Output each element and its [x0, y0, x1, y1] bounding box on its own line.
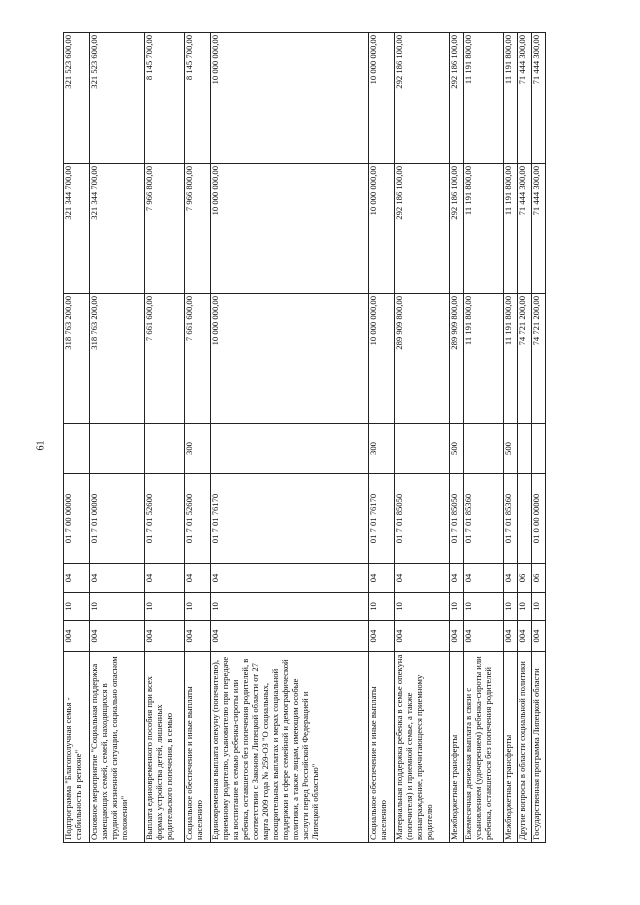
item-name-cell: Выплата единовременного пособия при всех формах устройства детей, лишенных родительского попечения, в семью	[145, 652, 185, 843]
subsection-code-cell: 06	[518, 564, 532, 593]
table-row	[90, 33, 145, 843]
sum-year-2-cell: 321 344 700,00	[64, 164, 90, 294]
target-article-cell: 01 7 00 00000	[64, 474, 90, 564]
target-article-cell: 01 7 01 76170	[211, 474, 369, 564]
expense-type-cell	[464, 424, 504, 474]
item-name-cell: Подпрограмма "Благополучная семья - стабильность в регионе"	[64, 652, 90, 843]
section-code-cell: 10	[90, 593, 145, 621]
target-article-cell: 01 7 01 52600	[185, 474, 211, 564]
ministry-code-cell: 004	[450, 621, 464, 652]
expense-type-cell: 500	[504, 424, 518, 474]
section-code-cell: 10	[369, 593, 395, 621]
sum-year-2-cell: 292 186 100,00	[450, 164, 464, 294]
section-code-cell: 10	[185, 593, 211, 621]
expense-type-cell	[90, 424, 145, 474]
expense-type-cell	[64, 424, 90, 474]
ministry-code-cell: 004	[211, 621, 369, 652]
sum-year-1-cell: 318 763 200,00	[90, 294, 145, 424]
section-code-cell: 10	[450, 593, 464, 621]
sum-year-1-cell: 11 191 800,00	[464, 294, 504, 424]
section-code-cell: 10	[211, 593, 369, 621]
target-article-cell: 01 7 01 00000	[90, 474, 145, 564]
table-row	[369, 33, 395, 843]
item-name-cell: Ежемесячная денежная выплата в связи с усыновлением (удочерением) ребенка-сироты или ребенка, оставшегося без попечения родителей	[464, 652, 504, 843]
budget-table-body	[64, 33, 546, 843]
sum-year-3-cell: 11 191 800,00	[464, 33, 504, 164]
section-code-cell: 10	[532, 593, 546, 621]
sum-year-2-cell: 71 444 300,00	[518, 164, 532, 294]
sum-year-3-cell: 292 186 100,00	[395, 33, 450, 164]
table-row	[64, 33, 90, 843]
sum-year-2-cell: 292 186 100,00	[395, 164, 450, 294]
sum-year-1-cell: 10 000 000,00	[369, 294, 395, 424]
sum-year-3-cell: 71 444 300,00	[532, 33, 546, 164]
target-article-cell: 01 7 01 85360	[464, 474, 504, 564]
subsection-code-cell: 06	[532, 564, 546, 593]
item-name-cell: Социальное обеспечение и иные выплаты населению	[369, 652, 395, 843]
subsection-code-cell: 04	[464, 564, 504, 593]
subsection-code-cell: 04	[90, 564, 145, 593]
page-number: 61	[35, 440, 47, 451]
sum-year-1-cell: 11 191 800,00	[504, 294, 518, 424]
table-row	[450, 33, 464, 843]
sum-year-3-cell: 321 523 600,00	[64, 33, 90, 164]
sum-year-3-cell: 292 186 100,00	[450, 33, 464, 164]
ministry-code-cell: 004	[185, 621, 211, 652]
section-code-cell: 10	[464, 593, 504, 621]
sum-year-3-cell: 8 145 700,00	[145, 33, 185, 164]
sum-year-2-cell: 11 191 800,00	[464, 164, 504, 294]
target-article-cell: 01 7 01 85360	[504, 474, 518, 564]
subsection-code-cell: 04	[504, 564, 518, 593]
ministry-code-cell: 004	[369, 621, 395, 652]
target-article-cell	[518, 474, 532, 564]
sum-year-2-cell: 321 344 700,00	[90, 164, 145, 294]
subsection-code-cell: 04	[369, 564, 395, 593]
ministry-code-cell: 004	[64, 621, 90, 652]
sum-year-3-cell: 11 191 800,00	[504, 33, 518, 164]
item-name-cell: Межбюджетные трансферты	[504, 652, 518, 843]
ministry-code-cell: 004	[518, 621, 532, 652]
rotated-page-content	[63, 33, 546, 843]
expense-type-cell	[211, 424, 369, 474]
ministry-code-cell: 004	[145, 621, 185, 652]
expense-type-cell	[532, 424, 546, 474]
expense-type-cell: 300	[185, 424, 211, 474]
item-name-cell: Другие вопросы в области социальной политики	[518, 652, 532, 843]
ministry-code-cell: 004	[532, 621, 546, 652]
sum-year-1-cell: 10 000 000,00	[211, 294, 369, 424]
sum-year-2-cell: 7 966 800,00	[185, 164, 211, 294]
sum-year-2-cell: 10 000 000,00	[211, 164, 369, 294]
item-name-cell: Межбюджетные трансферты	[450, 652, 464, 843]
ministry-code-cell: 004	[504, 621, 518, 652]
table-row	[464, 33, 504, 843]
table-row	[532, 33, 546, 843]
item-name-cell: Социальное обеспечение и иные выплаты населению	[185, 652, 211, 843]
sum-year-2-cell: 11 191 800,00	[504, 164, 518, 294]
subsection-code-cell: 04	[64, 564, 90, 593]
sum-year-3-cell: 71 444 300,00	[518, 33, 532, 164]
subsection-code-cell: 04	[450, 564, 464, 593]
sum-year-3-cell: 10 000 000,00	[211, 33, 369, 164]
item-name-cell: Единовременная выплата опекуну (попечителю), приемному родителю, усыновителю при передаче на воспитание в семью ребенка-сироты или ребенка, оставшегося без попечения родителей, в соответствии с Законом Липецкой области от 27 марта 2009 года № 259-ОЗ "О социальных, поощрительных выплатах и мерах социальной поддержки в сфере семейной и демографической политики, а также лицам, имеющим особые заслуги перед Российской Федерацией и Липецкой областью"	[211, 652, 369, 843]
sum-year-3-cell: 321 523 600,00	[90, 33, 145, 164]
sum-year-3-cell: 10 000 000,00	[369, 33, 395, 164]
subsection-code-cell: 04	[395, 564, 450, 593]
item-name-cell: Государственная программа Липецкой области	[532, 652, 546, 843]
table-row	[211, 33, 369, 843]
table-row	[185, 33, 211, 843]
target-article-cell: 01 7 01 52600	[145, 474, 185, 564]
target-article-cell: 01 7 01 85050	[395, 474, 450, 564]
sum-year-1-cell: 318 763 200,00	[64, 294, 90, 424]
expense-type-cell: 500	[450, 424, 464, 474]
table-row	[145, 33, 185, 843]
table-row	[504, 33, 518, 843]
sum-year-1-cell: 289 909 800,00	[395, 294, 450, 424]
sum-year-1-cell: 7 661 600,00	[185, 294, 211, 424]
sum-year-1-cell: 74 721 200,00	[532, 294, 546, 424]
sum-year-2-cell: 71 444 300,00	[532, 164, 546, 294]
sum-year-2-cell: 10 000 000,00	[369, 164, 395, 294]
sum-year-1-cell: 289 909 800,00	[450, 294, 464, 424]
target-article-cell: 01 7 01 85050	[450, 474, 464, 564]
item-name-cell: Основное мероприятие "Социальная поддержка замещающих семей, семей, находящихся в трудной жизненной ситуации, социально опасном положении"	[90, 652, 145, 843]
table-row	[395, 33, 450, 843]
expense-type-cell	[518, 424, 532, 474]
subsection-code-cell: 04	[185, 564, 211, 593]
expense-type-cell: 300	[369, 424, 395, 474]
expense-type-cell	[145, 424, 185, 474]
sum-year-1-cell: 7 661 600,00	[145, 294, 185, 424]
section-code-cell: 10	[504, 593, 518, 621]
sum-year-1-cell: 74 721 200,00	[518, 294, 532, 424]
sum-year-3-cell: 8 145 700,00	[185, 33, 211, 164]
item-name-cell: Материальная поддержка ребенка в семье опекуна (попечителя) и приемной семье, а также вознаграждение, причитающееся приемному родителю	[395, 652, 450, 843]
ministry-code-cell: 004	[90, 621, 145, 652]
section-code-cell: 10	[518, 593, 532, 621]
budget-table	[63, 32, 546, 843]
section-code-cell: 10	[145, 593, 185, 621]
ministry-code-cell: 004	[464, 621, 504, 652]
target-article-cell: 01 7 01 76170	[369, 474, 395, 564]
section-code-cell: 10	[64, 593, 90, 621]
subsection-code-cell: 04	[211, 564, 369, 593]
section-code-cell: 10	[395, 593, 450, 621]
table-row	[518, 33, 532, 843]
subsection-code-cell: 04	[145, 564, 185, 593]
ministry-code-cell: 004	[395, 621, 450, 652]
expense-type-cell	[395, 424, 450, 474]
sum-year-2-cell: 7 966 800,00	[145, 164, 185, 294]
target-article-cell: 01 0 00 00000	[532, 474, 546, 564]
